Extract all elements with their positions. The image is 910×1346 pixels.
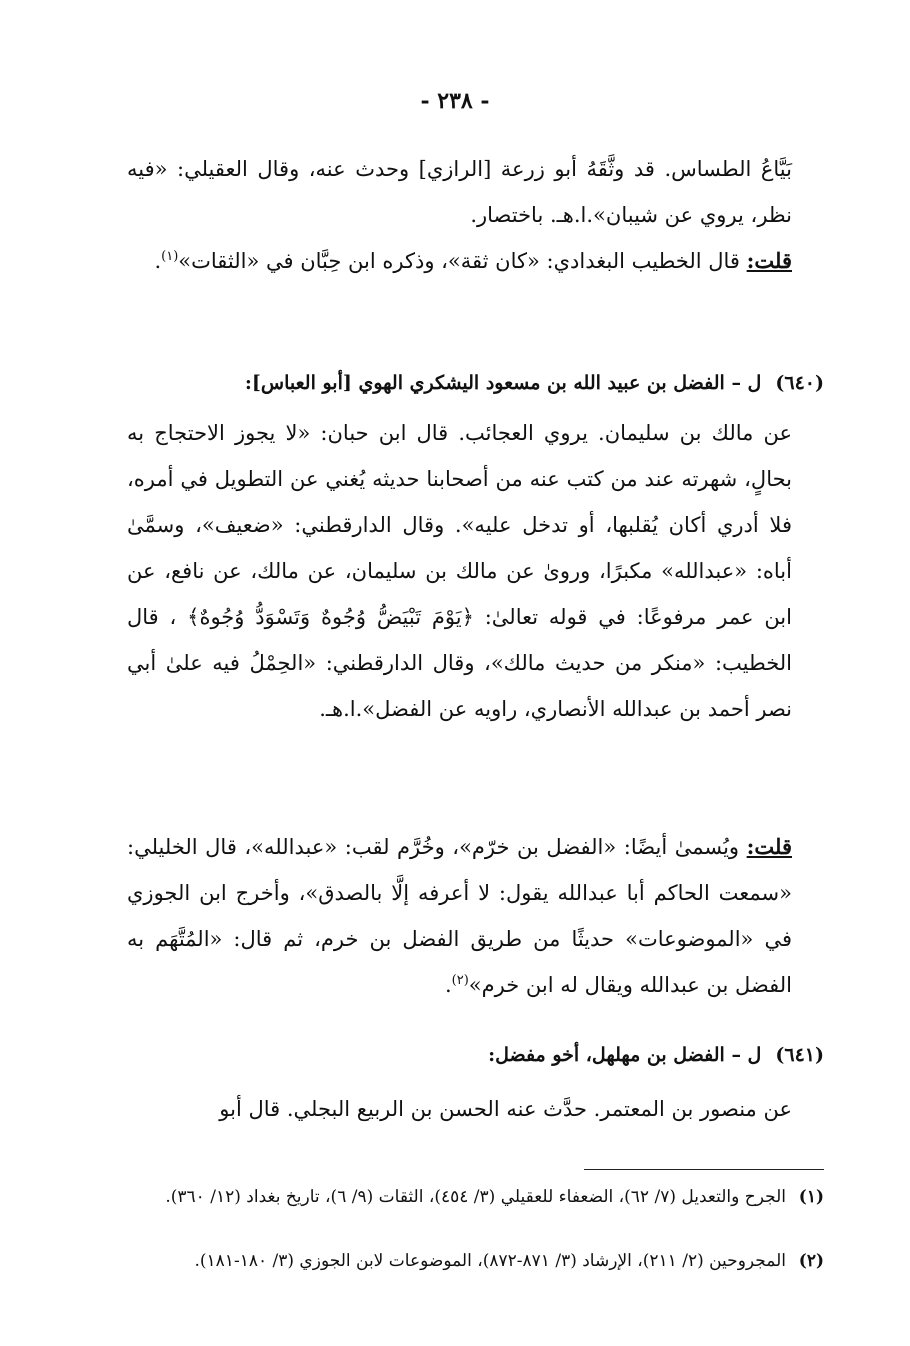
footnote-text: الجرح والتعديل (٧/ ٦٢)، الضعفاء للعقيلي (٣/ ٤٥٤)، الثقات (٩/ ٦)، تاريخ بغداد (١٢/ ٣٦٠).: [165, 1187, 786, 1207]
entry-title: ل – الفضل بن عبيد الله بن مسعود اليشكري الهوي [أبو العباس]:: [244, 372, 762, 394]
entry-641-text: عن منصور بن المعتمر. حدَّث عنه الحسن بن الربيع البجلي. قال أبو: [219, 1097, 792, 1121]
footnote-number: (١): [798, 1187, 824, 1207]
note-end: .: [444, 973, 452, 997]
entry-number: (٦٤١): [775, 1044, 824, 1066]
footnote-text: المجروحين (٢/ ٢١١)، الإرشاد (٣/ ٨٧١-٨٧٢)، الموضوعات لابن الجوزي (٣/ ١٨٠-١٨١).: [194, 1251, 786, 1271]
entry-640-note: [127, 824, 792, 1008]
footnote: [124, 1248, 824, 1275]
note-text: ويُسمىٰ أيضًا: «الفضل بن خرّم»، وخُرَّم لقب: «عبدالله»، قال الخليلي: «سمعت الحاكم أبا عبدالله يقول: لا أعرفه إلَّا بالصدق»، وأخرج ابن الجوزي في «الموضوعات» حديثًا من طريق الفضل بن خرم، ثم قال: «المُتَّهَم به الفضل بن عبدالله ويقال له ابن خرم»: [127, 835, 792, 997]
note-end: .: [154, 249, 162, 273]
footnote-ref: (٢): [451, 973, 469, 988]
footnote-ref: (١): [161, 249, 179, 264]
footnote-number: (٢): [798, 1251, 824, 1271]
entry-number: (٦٤٠): [775, 372, 824, 394]
continuation-note: [127, 238, 792, 284]
note-text: قال الخطيب البغدادي: «كان ثقة»، وذكره ابن حِبَّان في «الثقات»: [178, 249, 747, 273]
entry-640-heading: [124, 372, 824, 394]
note-label: قلت:: [746, 834, 792, 859]
note-label: قلت:: [746, 248, 792, 273]
continuation-text: بَيَّاعُ الطساس. قد وثَّقَهُ أبو زرعة [الرازي] وحدث عنه، وقال العقيلي: «فيه نظر، يروي عن شيبان».ا.هـ. باختصار.: [127, 157, 792, 227]
entry-640-text: عن مالك بن سليمان. يروي العجائب. قال ابن حبان: «لا يجوز الاحتجاج به بحالٍ، شهرته عند من كتب عنه من أصحابنا حديثه يُغني عن التطويل في أمره، فلا أدري أكان يُقلبها، أو تدخل عليه». وقال الدارقطني: «ضعيف»، وسمَّىٰ أباه: «عبدالله» مكبرًا، وروىٰ عن مالك بن سليمان، عن مالك، عن نافع، عن ابن عمر مرفوعًا: في قوله تعالىٰ: ﴿يَوْمَ تَبْيَضُّ وُجُوهٌ وَتَسْوَدُّ وُجُوهٌ﴾ ، قال الخطيب: «منكر من حديث مالك»، وقال الدارقطني: «الحِمْلُ فيه علىٰ أبي نصر أحمد بن عبدالله الأنصاري، راويه عن الفضل».ا.هـ.: [127, 421, 792, 721]
footnote: [124, 1184, 824, 1211]
page-number: - ٢٣٨ -: [420, 88, 490, 114]
entry-641-heading: [124, 1044, 824, 1066]
entry-title: ل – الفضل بن مهلهل، أخو مفضل:: [488, 1044, 762, 1066]
footnote-divider: [584, 1169, 824, 1170]
